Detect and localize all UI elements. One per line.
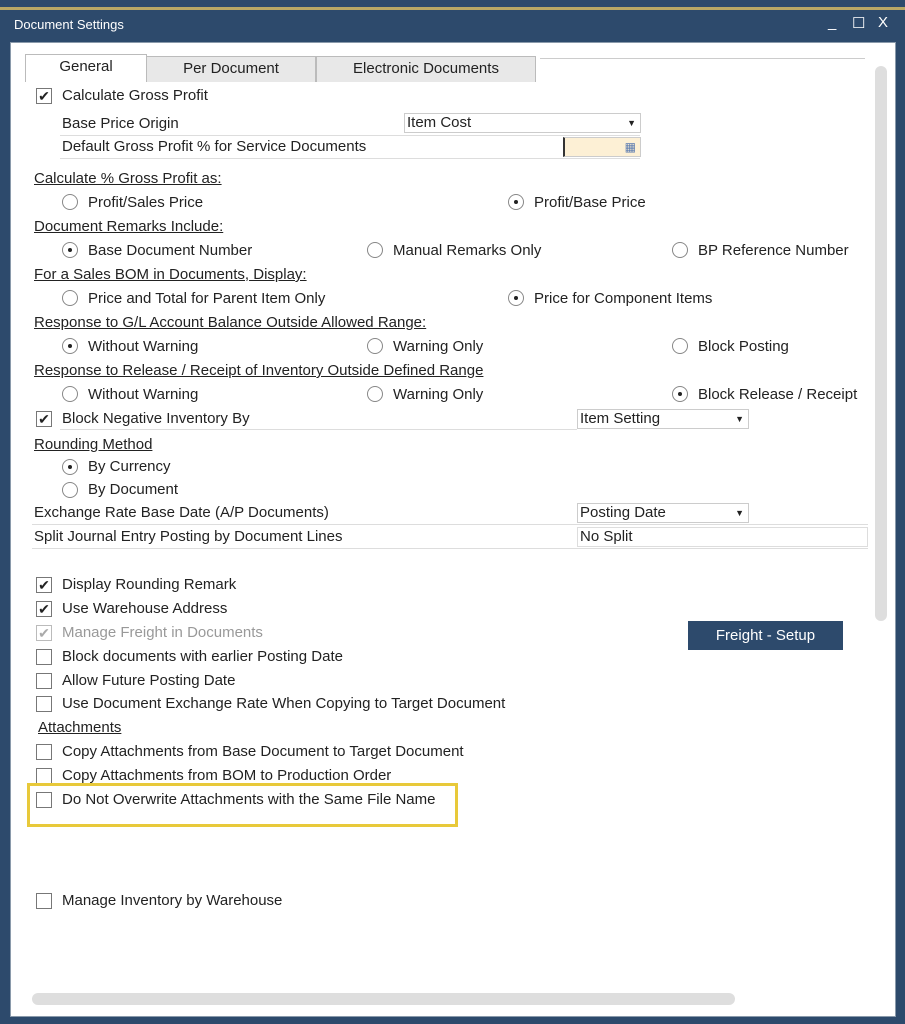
use-warehouse-address-checkbox[interactable]: ✔ <box>36 601 52 617</box>
default-gp-input[interactable] <box>563 137 641 157</box>
field-value: No Split <box>580 528 633 545</box>
minimize-button[interactable]: _ <box>828 14 837 31</box>
checkbox-label: Allow Future Posting Date <box>62 672 236 689</box>
radio-inv-warning-only[interactable] <box>367 386 383 402</box>
radio-label: By Currency <box>88 458 171 475</box>
checkbox-label: Manage Freight in Documents <box>62 624 263 641</box>
freight-setup-button[interactable]: Freight - Setup <box>688 621 843 650</box>
tab-per-document[interactable]: Per Document <box>146 56 316 82</box>
accent-line <box>0 7 905 10</box>
radio-label: Profit/Base Price <box>534 194 646 211</box>
checkbox-label: Use Warehouse Address <box>62 600 228 617</box>
radio-label: Block Posting <box>698 338 789 355</box>
divider <box>60 158 640 159</box>
radio-label: Warning Only <box>393 386 484 403</box>
divider <box>32 524 868 525</box>
close-button[interactable]: X <box>878 14 889 31</box>
tab-electronic-documents[interactable]: Electronic Documents <box>316 56 536 82</box>
radio-label: By Document <box>88 481 179 498</box>
split-je-field[interactable] <box>577 527 868 547</box>
chevron-down-icon: ▼ <box>627 118 636 128</box>
radio-label: Profit/Sales Price <box>88 194 204 211</box>
exchange-rate-label: Exchange Rate Base Date (A/P Documents) <box>34 504 329 521</box>
checkbox-label: Manage Inventory by Warehouse <box>62 892 283 909</box>
tab-divider <box>540 58 865 59</box>
manage-inventory-by-warehouse-checkbox[interactable] <box>36 893 52 909</box>
tab-general[interactable]: General <box>25 54 147 82</box>
radio-inv-block-release[interactable] <box>672 386 688 402</box>
radio-gl-without-warning[interactable] <box>62 338 78 354</box>
manage-freight-checkbox: ✔ <box>36 625 52 641</box>
chevron-down-icon: ▼ <box>735 414 744 424</box>
block-negative-inventory-checkbox[interactable]: ✔ <box>36 411 52 427</box>
radio-manual-remarks-only[interactable] <box>367 242 383 258</box>
chevron-down-icon: ▼ <box>735 508 744 518</box>
calculator-icon[interactable]: ▦ <box>624 140 636 154</box>
block-earlier-posting-date-checkbox[interactable] <box>36 649 52 665</box>
radio-gl-block-posting[interactable] <box>672 338 688 354</box>
base-price-origin-label: Base Price Origin <box>62 115 179 132</box>
inv-response-heading: Response to Release / Receipt of Inventory Outside Defined Range <box>34 362 484 379</box>
radio-label: Without Warning <box>88 386 199 403</box>
block-negative-inventory-label: Block Negative Inventory By <box>62 410 250 427</box>
attachments-heading: Attachments <box>38 719 122 736</box>
radio-label: Block Release / Receipt <box>698 386 858 403</box>
checkbox-label: Do Not Overwrite Attachments with the Same File Name <box>62 791 436 808</box>
default-gp-label: Default Gross Profit % for Service Documents <box>62 138 367 155</box>
radio-component-items[interactable] <box>508 290 524 306</box>
checkbox-label: Display Rounding Remark <box>62 576 237 593</box>
dropdown-value: Posting Date <box>580 504 666 521</box>
radio-label: Without Warning <box>88 338 199 355</box>
vertical-scrollbar[interactable] <box>875 66 887 621</box>
remarks-heading: Document Remarks Include: <box>34 218 224 235</box>
exchange-rate-dropdown[interactable] <box>577 503 749 523</box>
radio-label: BP Reference Number <box>698 242 849 259</box>
radio-base-document-number[interactable] <box>62 242 78 258</box>
radio-inv-without-warning[interactable] <box>62 386 78 402</box>
radio-label: Base Document Number <box>88 242 253 259</box>
gl-response-heading: Response to G/L Account Balance Outside Allowed Range: <box>34 314 427 331</box>
radio-gl-warning-only[interactable] <box>367 338 383 354</box>
divider <box>60 429 577 430</box>
display-rounding-remark-checkbox[interactable]: ✔ <box>36 577 52 593</box>
radio-label: Manual Remarks Only <box>393 242 542 259</box>
radio-bp-reference-number[interactable] <box>672 242 688 258</box>
split-je-label: Split Journal Entry Posting by Document Lines <box>34 528 343 545</box>
checkbox-label: Copy Attachments from Base Document to Target Document <box>62 743 464 760</box>
radio-label: Warning Only <box>393 338 484 355</box>
base-price-origin-dropdown[interactable] <box>404 113 641 133</box>
checkbox-label: Use Document Exchange Rate When Copying to Target Document <box>62 695 506 712</box>
use-document-exchange-rate-checkbox[interactable] <box>36 696 52 712</box>
calc-gross-profit-checkbox[interactable]: ✔ <box>36 88 52 104</box>
radio-profit-base-price[interactable] <box>508 194 524 210</box>
radio-by-currency[interactable] <box>62 459 78 475</box>
checkbox-label: Block documents with earlier Posting Date <box>62 648 343 665</box>
horizontal-scrollbar[interactable] <box>32 993 735 1005</box>
sales-bom-heading: For a Sales BOM in Documents, Display: <box>34 266 307 283</box>
maximize-button[interactable]: ☐ <box>852 15 866 32</box>
window-title: Document Settings <box>14 17 124 32</box>
do-not-overwrite-attachments-checkbox[interactable] <box>36 792 52 808</box>
block-negative-inventory-dropdown[interactable] <box>577 409 749 429</box>
rounding-heading: Rounding Method <box>34 436 153 453</box>
radio-by-document[interactable] <box>62 482 78 498</box>
radio-label: Price and Total for Parent Item Only <box>88 290 326 307</box>
radio-parent-item-only[interactable] <box>62 290 78 306</box>
checkbox-label: Copy Attachments from BOM to Production Order <box>62 767 392 784</box>
calc-pct-heading: Calculate % Gross Profit as: <box>34 170 222 187</box>
copy-attachments-base-checkbox[interactable] <box>36 744 52 760</box>
copy-attachments-bom-checkbox[interactable] <box>36 768 52 784</box>
divider <box>60 135 640 136</box>
calc-gross-profit-label: Calculate Gross Profit <box>62 87 208 104</box>
radio-profit-sales-price[interactable] <box>62 194 78 210</box>
dropdown-value: Item Setting <box>580 410 661 427</box>
divider <box>32 548 868 549</box>
base-price-origin-value: Item Cost <box>407 114 472 131</box>
allow-future-posting-date-checkbox[interactable] <box>36 673 52 689</box>
radio-label: Price for Component Items <box>534 290 713 307</box>
